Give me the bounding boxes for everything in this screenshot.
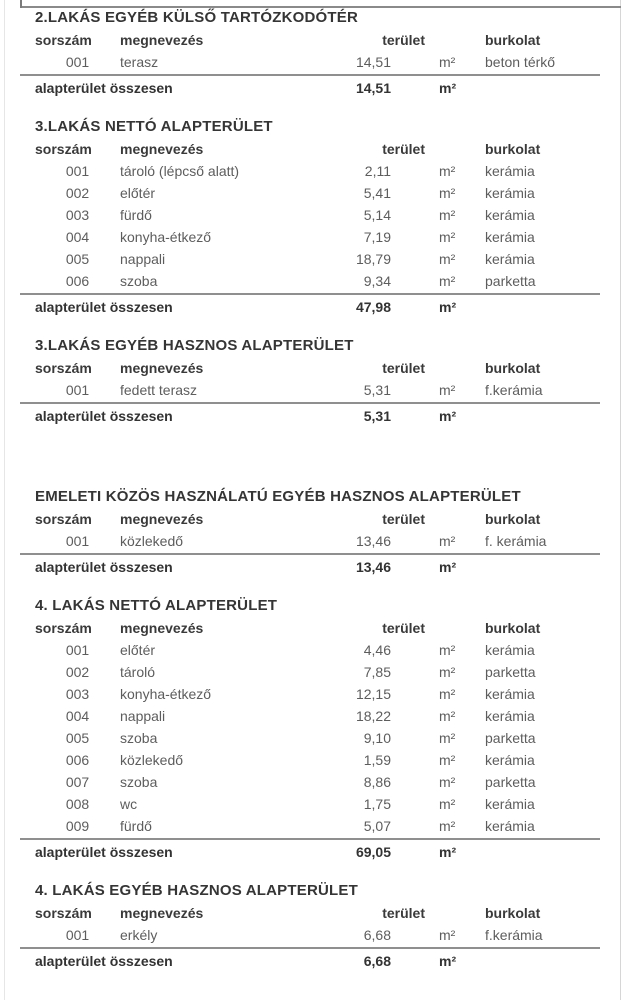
cell-terulet: 5,07 <box>363 818 391 834</box>
cell-megnevezes: nappali <box>120 708 166 724</box>
cell-megnevezes: szoba <box>120 774 158 790</box>
cell-unit: m² <box>439 533 456 549</box>
cell-unit: m² <box>439 818 456 834</box>
cell-terulet: 13,46 <box>355 533 391 549</box>
table-row <box>35 815 600 837</box>
cell-unit: m² <box>439 708 456 724</box>
cell-sorszam: 004 <box>65 229 90 245</box>
total-label: alapterület összesen <box>35 844 173 860</box>
cell-burkolat: parketta <box>485 774 536 790</box>
column-header-burkolat: burkolat <box>485 360 541 376</box>
column-header-terulet: terület <box>382 32 425 48</box>
column-header-burkolat: burkolat <box>485 905 541 921</box>
table-row <box>35 226 600 248</box>
area-table-section <box>35 881 600 972</box>
page-frame-left-corner-line <box>20 0 22 8</box>
table-row <box>35 661 600 683</box>
cell-sorszam: 001 <box>65 642 90 658</box>
table-header-row <box>35 29 600 51</box>
cell-unit: m² <box>439 774 456 790</box>
table-header-row <box>35 508 600 530</box>
cell-unit: m² <box>439 664 456 680</box>
cell-terulet: 9,34 <box>363 273 391 289</box>
cell-megnevezes: előtér <box>120 185 156 201</box>
cell-terulet: 9,10 <box>363 730 391 746</box>
column-header-burkolat: burkolat <box>485 141 541 157</box>
area-table-section <box>35 117 600 318</box>
cell-unit: m² <box>439 796 456 812</box>
table-row <box>35 727 600 749</box>
cell-terulet: 14,51 <box>355 54 391 70</box>
section-title: 3.LAKÁS EGYÉB HASZNOS ALAPTERÜLET <box>35 337 354 354</box>
cell-sorszam: 001 <box>65 927 90 943</box>
total-unit: m² <box>439 559 457 575</box>
cell-sorszam: 008 <box>65 796 90 812</box>
table-row <box>35 924 600 946</box>
cell-terulet: 8,86 <box>363 774 391 790</box>
column-header-terulet: terület <box>382 141 425 157</box>
table-row <box>35 182 600 204</box>
total-unit: m² <box>439 844 457 860</box>
table-row <box>35 793 600 815</box>
column-header-sorszam: sorszám <box>35 620 92 636</box>
cell-megnevezes: konyha-étkező <box>120 686 212 702</box>
cell-sorszam: 001 <box>65 163 90 179</box>
cell-burkolat: kerámia <box>485 207 535 223</box>
cell-sorszam: 006 <box>65 273 90 289</box>
total-label: alapterület összesen <box>35 953 173 969</box>
column-header-burkolat: burkolat <box>485 32 541 48</box>
cell-unit: m² <box>439 163 456 179</box>
table-header-row <box>35 357 600 379</box>
cell-burkolat: kerámia <box>485 229 535 245</box>
table-separator-line <box>20 947 600 949</box>
table-row <box>35 530 600 552</box>
total-unit: m² <box>439 408 457 424</box>
cell-terulet: 6,68 <box>363 927 391 943</box>
cell-terulet: 18,79 <box>355 251 391 267</box>
total-label: alapterület összesen <box>35 408 173 424</box>
table-separator-line <box>20 838 600 840</box>
cell-burkolat: kerámia <box>485 818 535 834</box>
cell-megnevezes: wc <box>120 796 138 812</box>
cell-sorszam: 005 <box>65 251 90 267</box>
cell-unit: m² <box>439 686 456 702</box>
table-row <box>35 771 600 793</box>
cell-terulet: 7,85 <box>363 664 391 680</box>
table-total-row <box>35 841 600 863</box>
column-header-burkolat: burkolat <box>485 511 541 527</box>
cell-megnevezes: terasz <box>120 54 159 70</box>
cell-terulet: 1,59 <box>363 752 391 768</box>
cell-burkolat: parketta <box>485 730 536 746</box>
table-total-row <box>35 556 600 578</box>
column-header-megnevezes: megnevezés <box>120 905 204 921</box>
total-label: alapterület összesen <box>35 559 173 575</box>
cell-burkolat: kerámia <box>485 708 535 724</box>
column-header-terulet: terület <box>382 360 425 376</box>
cell-burkolat: kerámia <box>485 185 535 201</box>
area-table-section <box>35 596 600 863</box>
total-unit: m² <box>439 953 457 969</box>
section-title: 2.LAKÁS EGYÉB KÜLSŐ TARTÓZKODÓTÉR <box>35 9 358 26</box>
table-header-row <box>35 138 600 160</box>
column-header-megnevezes: megnevezés <box>120 511 204 527</box>
cell-megnevezes: közlekedő <box>120 533 184 549</box>
cell-burkolat: parketta <box>485 664 536 680</box>
cell-burkolat: f. kerámia <box>485 533 547 549</box>
area-table-section <box>35 8 600 99</box>
cell-unit: m² <box>439 382 456 398</box>
cell-megnevezes: tároló <box>120 664 156 680</box>
cell-megnevezes: közlekedő <box>120 752 184 768</box>
cell-megnevezes: szoba <box>120 273 158 289</box>
cell-unit: m² <box>439 730 456 746</box>
cell-megnevezes: erkély <box>120 927 158 943</box>
cell-burkolat: kerámia <box>485 752 535 768</box>
cell-unit: m² <box>439 642 456 658</box>
table-total-row <box>35 950 600 972</box>
section-title: 3.LAKÁS NETTÓ ALAPTERÜLET <box>35 118 273 135</box>
column-header-terulet: terület <box>382 620 425 636</box>
section-title: EMELETI KÖZÖS HASZNÁLATÚ EGYÉB HASZNOS ALAPTERÜLET <box>35 488 521 505</box>
cell-unit: m² <box>439 229 456 245</box>
cell-unit: m² <box>439 251 456 267</box>
column-header-sorszam: sorszám <box>35 32 92 48</box>
cell-burkolat: kerámia <box>485 163 535 179</box>
document-content <box>0 8 624 972</box>
section-title: 4. LAKÁS EGYÉB HASZNOS ALAPTERÜLET <box>35 882 358 899</box>
cell-burkolat: kerámia <box>485 686 535 702</box>
cell-terulet: 5,41 <box>363 185 391 201</box>
table-separator-line <box>20 293 600 295</box>
column-header-megnevezes: megnevezés <box>120 141 204 157</box>
area-table-section <box>35 336 600 427</box>
total-area: 69,05 <box>355 844 391 860</box>
table-row <box>35 204 600 226</box>
cell-burkolat: f.kerámia <box>485 382 543 398</box>
cell-unit: m² <box>439 927 456 943</box>
total-area: 47,98 <box>355 299 391 315</box>
table-row <box>35 51 600 73</box>
cell-megnevezes: előtér <box>120 642 156 658</box>
table-separator-line <box>20 553 600 555</box>
cell-megnevezes: nappali <box>120 251 166 267</box>
cell-terulet: 2,11 <box>364 163 391 179</box>
cell-sorszam: 001 <box>65 382 90 398</box>
table-separator-line <box>20 74 600 76</box>
total-unit: m² <box>439 80 457 96</box>
table-row <box>35 160 600 182</box>
cell-megnevezes: konyha-étkező <box>120 229 212 245</box>
table-row <box>35 248 600 270</box>
cell-unit: m² <box>439 207 456 223</box>
cell-sorszam: 003 <box>65 686 90 702</box>
cell-sorszam: 003 <box>65 207 90 223</box>
table-total-row <box>35 77 600 99</box>
cell-burkolat: parketta <box>485 273 536 289</box>
total-area: 6,68 <box>363 953 391 969</box>
cell-sorszam: 009 <box>65 818 90 834</box>
table-row <box>35 379 600 401</box>
cell-terulet: 7,19 <box>363 229 391 245</box>
total-area: 13,46 <box>355 559 391 575</box>
cell-sorszam: 002 <box>65 664 90 680</box>
table-row <box>35 639 600 661</box>
cell-terulet: 1,75 <box>363 796 391 812</box>
cell-megnevezes: fürdő <box>120 818 152 834</box>
column-header-megnevezes: megnevezés <box>120 620 204 636</box>
cell-unit: m² <box>439 185 456 201</box>
total-area: 5,31 <box>363 408 391 424</box>
cell-unit: m² <box>439 273 456 289</box>
cell-sorszam: 004 <box>65 708 90 724</box>
cell-sorszam: 006 <box>65 752 90 768</box>
cell-terulet: 12,15 <box>355 686 391 702</box>
cell-burkolat: kerámia <box>485 796 535 812</box>
cell-burkolat: f.kerámia <box>485 927 543 943</box>
cell-terulet: 5,14 <box>363 207 391 223</box>
total-label: alapterület összesen <box>35 299 173 315</box>
cell-megnevezes: tároló (lépcső alatt) <box>120 163 240 179</box>
cell-burkolat: beton térkő <box>485 54 556 70</box>
column-header-terulet: terület <box>382 511 425 527</box>
cell-terulet: 18,22 <box>355 708 391 724</box>
cell-sorszam: 001 <box>65 533 90 549</box>
total-area: 14,51 <box>355 80 391 96</box>
cell-sorszam: 001 <box>65 54 90 70</box>
cell-unit: m² <box>439 752 456 768</box>
column-header-sorszam: sorszám <box>35 360 92 376</box>
cell-megnevezes: fürdő <box>120 207 152 223</box>
column-header-sorszam: sorszám <box>35 141 92 157</box>
column-header-terulet: terület <box>382 905 425 921</box>
cell-terulet: 5,31 <box>363 382 391 398</box>
section-title: 4. LAKÁS NETTÓ ALAPTERÜLET <box>35 597 278 614</box>
cell-sorszam: 005 <box>65 730 90 746</box>
cell-burkolat: kerámia <box>485 642 535 658</box>
table-separator-line <box>20 402 600 404</box>
cell-unit: m² <box>439 54 456 70</box>
total-unit: m² <box>439 299 457 315</box>
cell-sorszam: 002 <box>65 185 90 201</box>
column-header-sorszam: sorszám <box>35 905 92 921</box>
total-label: alapterület összesen <box>35 80 173 96</box>
cell-megnevezes: fedett terasz <box>120 382 198 398</box>
cell-megnevezes: szoba <box>120 730 158 746</box>
column-header-megnevezes: megnevezés <box>120 360 204 376</box>
column-header-burkolat: burkolat <box>485 620 541 636</box>
table-row <box>35 683 600 705</box>
table-header-row <box>35 902 600 924</box>
table-row <box>35 749 600 771</box>
table-row <box>35 270 600 292</box>
cell-burkolat: kerámia <box>485 251 535 267</box>
table-header-row <box>35 617 600 639</box>
column-header-sorszam: sorszám <box>35 511 92 527</box>
column-header-megnevezes: megnevezés <box>120 32 204 48</box>
cell-terulet: 4,46 <box>363 642 391 658</box>
cell-sorszam: 007 <box>65 774 90 790</box>
table-row <box>35 705 600 727</box>
area-table-section <box>35 487 600 578</box>
table-total-row <box>35 296 600 318</box>
table-total-row <box>35 405 600 427</box>
